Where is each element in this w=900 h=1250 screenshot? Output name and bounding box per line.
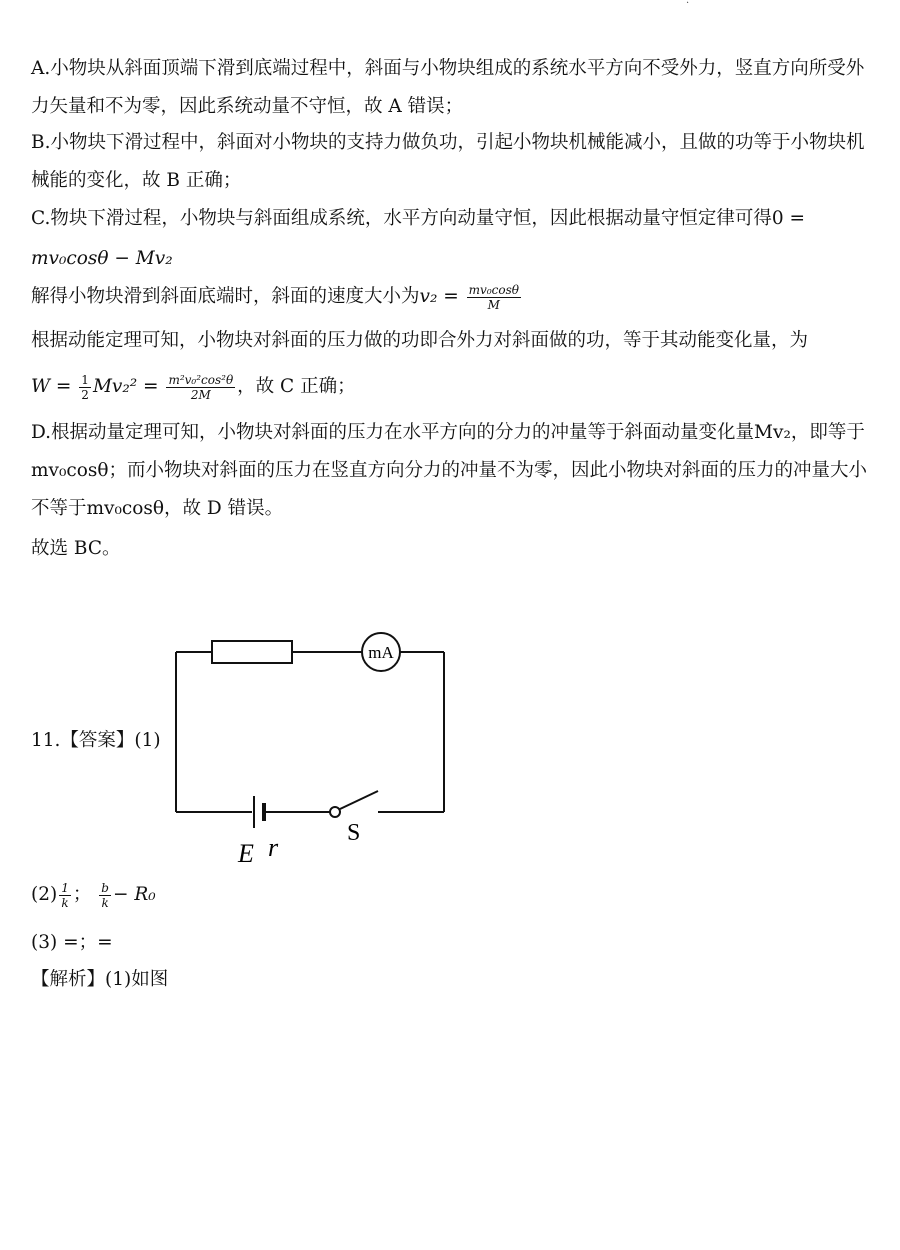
question-11-part-3: (3) =；=	[31, 932, 113, 953]
answer-text: 故选 BC。	[31, 538, 121, 559]
half-numerator: 1	[81, 372, 89, 387]
fraction-2-numerator: b	[101, 880, 109, 895]
velocity-numerator: mv₀cosθ	[468, 282, 519, 297]
part-2-prefix: (2)	[31, 884, 58, 905]
velocity-variable: v₂ =	[419, 286, 459, 307]
part-2-suffix: − R₀	[112, 884, 156, 905]
work-suffix: ，故 C 正确；	[237, 376, 356, 397]
option-b-text: B.小物块下滑过程中，斜面对小物块的支持力做负功，引起小物块机械能减小，且做的功等于小物块机械能的变化，故 B 正确；	[31, 132, 865, 191]
velocity-fraction	[467, 283, 521, 312]
velocity-prefix: 解得小物块滑到斜面底端时，斜面的速度大小为	[31, 286, 420, 307]
half-fraction	[79, 373, 91, 402]
work-denominator: 2M	[190, 387, 211, 402]
part-2-fraction-2	[99, 881, 111, 910]
switch-label: S	[347, 820, 361, 846]
switch-blade	[340, 791, 378, 809]
fraction-1-numerator: 1	[61, 880, 69, 895]
option-c-velocity-line	[31, 282, 523, 312]
milliammeter-label: mA	[368, 643, 394, 662]
work-numerator: m²v₀²cos²θ	[168, 372, 234, 387]
option-c-equation: mv₀cosθ − Mv₂	[31, 248, 173, 269]
option-a-text: A.小物块从斜面顶端下滑到底端过程中，斜面与小物块组成的系统水平方向不受外力，竖直方向所受外力矢量和不为零，因此系统动量不守恒，故 A 错误；	[31, 58, 865, 117]
work-fraction	[166, 373, 235, 402]
fraction-2-denominator: k	[101, 895, 109, 910]
half-denominator: 2	[81, 387, 89, 402]
emf-label: E	[238, 839, 254, 868]
kinetic-term: Mv₂² =	[92, 376, 159, 397]
question-11-analysis: 【解析】(1)如图	[31, 969, 169, 990]
circuit-diagram	[150, 600, 470, 870]
option-c-text: C.物块下滑过程，小物块与斜面组成系统，水平方向动量守恒，因此根据动量守恒定律可得0 =	[31, 208, 806, 229]
question-11-label: 11.【答案】(1)	[31, 730, 161, 751]
part-2-separator: ；	[72, 884, 92, 905]
internal-resistance-label: r	[268, 833, 279, 862]
option-c-work-text: 根据动能定理可知，小物块对斜面的压力做的功即合外力对斜面做的功，等于其动能变化量，为	[31, 330, 809, 351]
switch-contact	[330, 807, 340, 817]
rheostat	[212, 641, 292, 663]
velocity-denominator: M	[487, 297, 500, 312]
fraction-1-denominator: k	[61, 895, 69, 910]
question-11-part-2	[31, 880, 156, 910]
top-mark: ·	[686, 0, 690, 9]
option-c-work-equation	[31, 372, 356, 402]
option-d-text: D.根据动量定理可知，小物块对斜面的压力在水平方向的分力的冲量等于斜面动量变化量Mv₂，即等于mv₀cosθ；而小物块对斜面的压力在竖直方向分力的冲量不为零，因此小物块对斜面的压力的冲量大小不等于mv₀cosθ，故 D 错误。	[31, 422, 868, 519]
work-symbol: W =	[31, 376, 72, 397]
part-2-fraction-1	[59, 881, 71, 910]
